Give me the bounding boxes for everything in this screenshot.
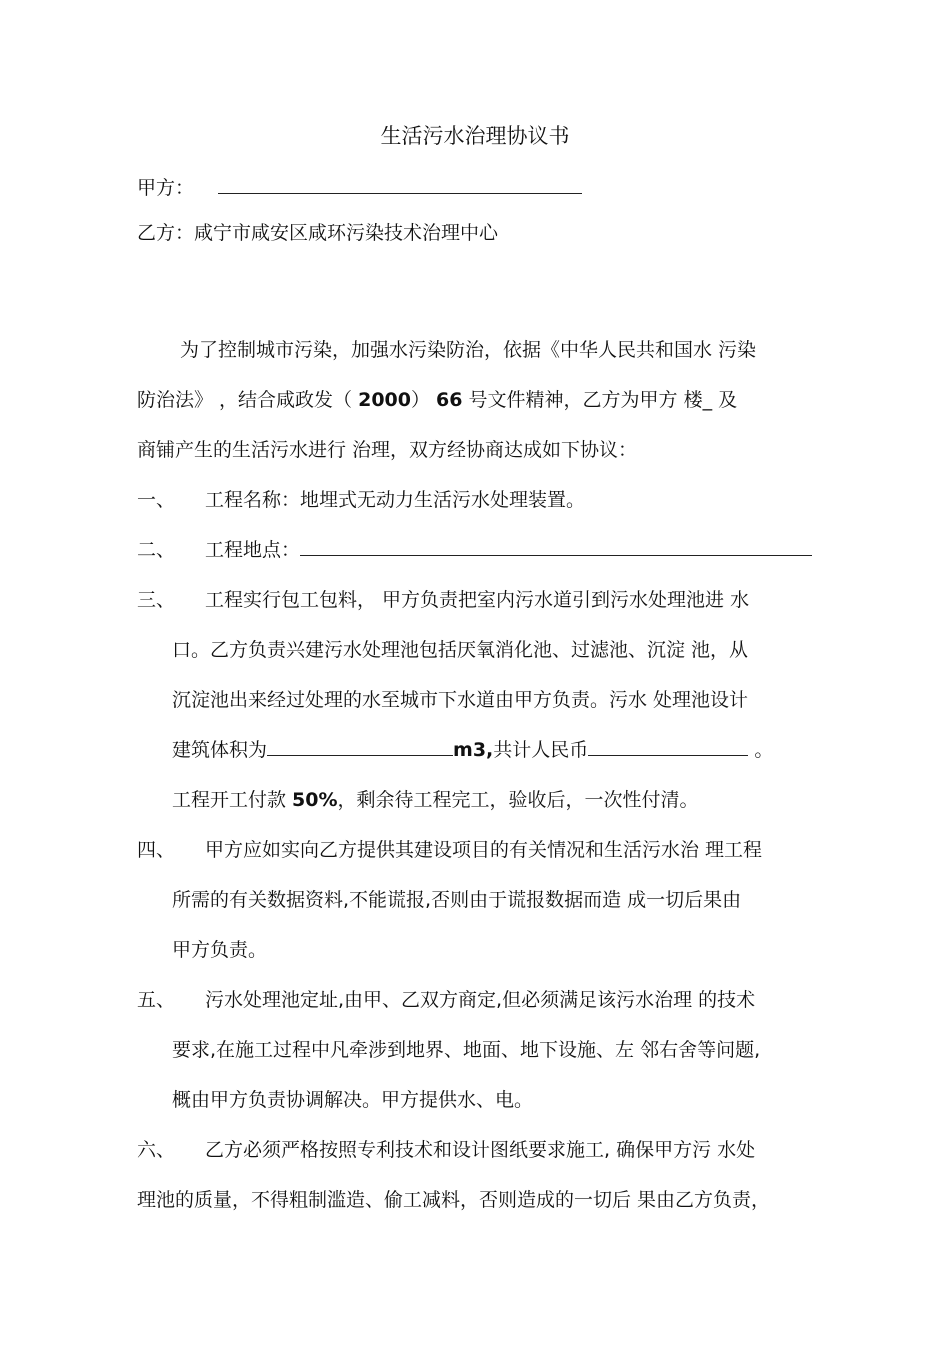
intro-line-2-text-a: 防治法》 ，结合咸政发（ [137, 389, 359, 411]
clause-3-line-5 [172, 787, 699, 813]
party-a-blank [218, 175, 582, 194]
clause-5-line-2: 要求,在施工过程中凡牵涉到地界、地面、地下设施、左 邻右舍等问题, [172, 1039, 761, 1061]
clause-5-line-1: 污水处理池定址,由甲、乙双方商定,但必须满足该污水治理 的技术 [205, 989, 756, 1011]
intro-line-2-text-b: ） [410, 389, 437, 411]
party-b-name: 咸宁市咸安区咸环污染技术治理中心 [194, 222, 499, 244]
project-location-blank [300, 537, 812, 556]
clause-6-line-2: 理池的质量，不得粗制滥造、偷工减料，否则造成的一切后 果由乙方负责， [137, 1189, 771, 1211]
payment-percent: 50% [292, 789, 338, 811]
clause-5-number: 五、 [137, 989, 176, 1011]
party-a-label: 甲方： [137, 177, 195, 199]
intro-year: 2000 [358, 389, 411, 411]
party-b-line [137, 220, 498, 246]
clause-3-number: 三、 [137, 589, 176, 611]
price-blank [588, 737, 748, 756]
clause-1-text: 工程名称：地埋式无动力生活污水处理装置。 [205, 489, 586, 511]
intro-line-2-text-c: 号文件精神，乙方为甲方 楼_ 及 [462, 389, 738, 411]
clause-1-number: 一、 [137, 489, 176, 511]
clause-2 [137, 537, 812, 563]
payment-rest: ，剩余待工程完工，验收后，一次性付清。 [337, 789, 699, 811]
clause-3 [137, 587, 749, 613]
clause-5 [137, 987, 755, 1013]
intro-line-1: 为了控制城市污染，加强水污染防治，依据《中华人民共和国水 污染 [180, 339, 757, 361]
party-a-line [137, 175, 582, 201]
clause-6 [137, 1137, 755, 1163]
clause-4-line-1: 甲方应如实向乙方提供其建设项目的有关情况和生活污水治 理工程 [205, 839, 763, 861]
clause-1 [137, 487, 585, 513]
intro-line-3: 商铺产生的生活污水进行 治理，双方经协商达成如下协议： [137, 439, 638, 461]
clause-4-number: 四、 [137, 839, 176, 861]
clause-4-line-3: 甲方负责。 [172, 939, 268, 961]
clause-2-text: 工程地点： [205, 539, 301, 561]
clause-5-line-3: 概由甲方负责协调解决。甲方提供水、电。 [172, 1089, 534, 1111]
volume-label: 建筑体积为 [172, 739, 268, 761]
clause-6-number: 六、 [137, 1139, 176, 1161]
volume-unit: m3, [453, 739, 494, 761]
intro-line-2 [137, 387, 737, 413]
price-label: 共计人民币 [493, 739, 589, 761]
clause-4-line-2: 所需的有关数据资料,不能谎报,否则由于谎报数据而造 成一切后果由 [172, 889, 742, 911]
clause-4 [137, 837, 762, 863]
clause-3-line-1: 工程实行包工包料， 甲方负责把室内污水道引到污水处理池进 水 [205, 589, 750, 611]
party-b-label: 乙方： [137, 222, 195, 244]
clause-2-number: 二、 [137, 539, 176, 561]
price-end: 。 [748, 739, 774, 761]
document-title: 生活污水治理协议书 [380, 124, 570, 148]
payment-label: 工程开工付款 [172, 789, 293, 811]
intro-doc-number: 66 [436, 389, 463, 411]
clause-6-line-1: 乙方必须严格按照专利技术和设计图纸要求施工, 确保甲方污 水处 [205, 1139, 756, 1161]
clause-3-line-4 [172, 737, 773, 763]
clause-3-line-2: 口。乙方负责兴建污水处理池包括厌氧消化池、过滤池、沉淀 池，从 [172, 639, 749, 661]
clause-3-line-3: 沉淀池出来经过处理的水至城市下水道由甲方负责。污水 处理池设计 [172, 689, 749, 711]
volume-blank [267, 737, 453, 756]
